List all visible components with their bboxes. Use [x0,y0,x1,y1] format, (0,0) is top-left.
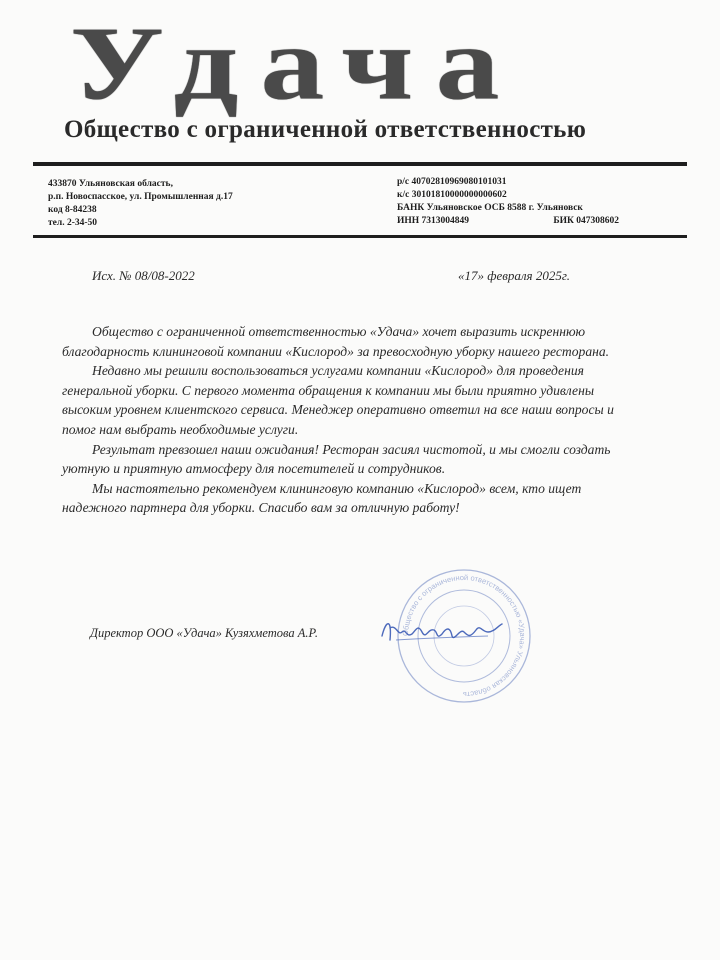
handwritten-signature [376,610,506,650]
header-divider-bottom [33,235,687,238]
address-line: 433870 Ульяновская область, [48,179,173,189]
company-legal-form: Общество с ограниченной ответственностью [64,116,587,143]
phone-code: код 8-84238 [48,205,97,215]
bank-details-block [397,176,619,228]
company-address-block [48,178,233,230]
bank-name: БАНК Ульяновское ОСБ 8588 г. Ульяновск [397,203,583,213]
svg-text:Общество с ограниченной ответс: Общество с ограниченной ответственностью «Удача» Ульяновская область [400,572,528,700]
body-paragraph: Недавно мы решили воспользоваться услугами компании «Кислород» для проведения генеральной уборки. С первого момента обращения к компании мы были приятно удивлены высоким уровнем клиентского сервиса. Менеджер оперативно ответил на все наши вопросы и помог нам выбрать необходимые услуги. [62,363,614,437]
correspondent-account: к/с 30101810000000000602 [397,190,507,200]
body-paragraph: Общество с ограниченной ответственностью «Удача» хочет выразить искреннюю благодарность клининговой компании «Кислород» за превосходную уборку нашего ресторана. [62,324,610,359]
address-line: р.п. Новоспасское, ул. Промышленная д.17 [48,192,233,202]
body-paragraph: Мы настоятельно рекомендуем клининговую компанию «Кислород» всем, кто ищет надежного партнера для уборки. Спасибо вам за отличную работу! [62,480,582,516]
header-divider-top [33,162,687,166]
settlement-account: р/с 40702810969080101031 [397,177,507,187]
phone-number: тел. 2-34-50 [48,218,98,228]
body-paragraph: Результат превзошел наши ожидания! Ресторан засиял чистотой, и мы смогли создать уютную и приятную атмосферу для посетителей и сотрудников. [62,441,611,477]
outgoing-ref-number: Исх. № 08/08-2022 [92,268,195,283]
bik-value: БИК 047308602 [553,216,619,226]
inn-value: ИНН 7313004849 [397,216,470,226]
signatory-line: Директор ООО «Удача» Кузяхметова А.Р. [90,626,319,640]
company-logo-text: Удача [70,4,522,122]
letter-body [62,322,637,518]
tax-ids-row [397,215,619,228]
letter-date: «17» февраля 2025г. [458,268,571,283]
